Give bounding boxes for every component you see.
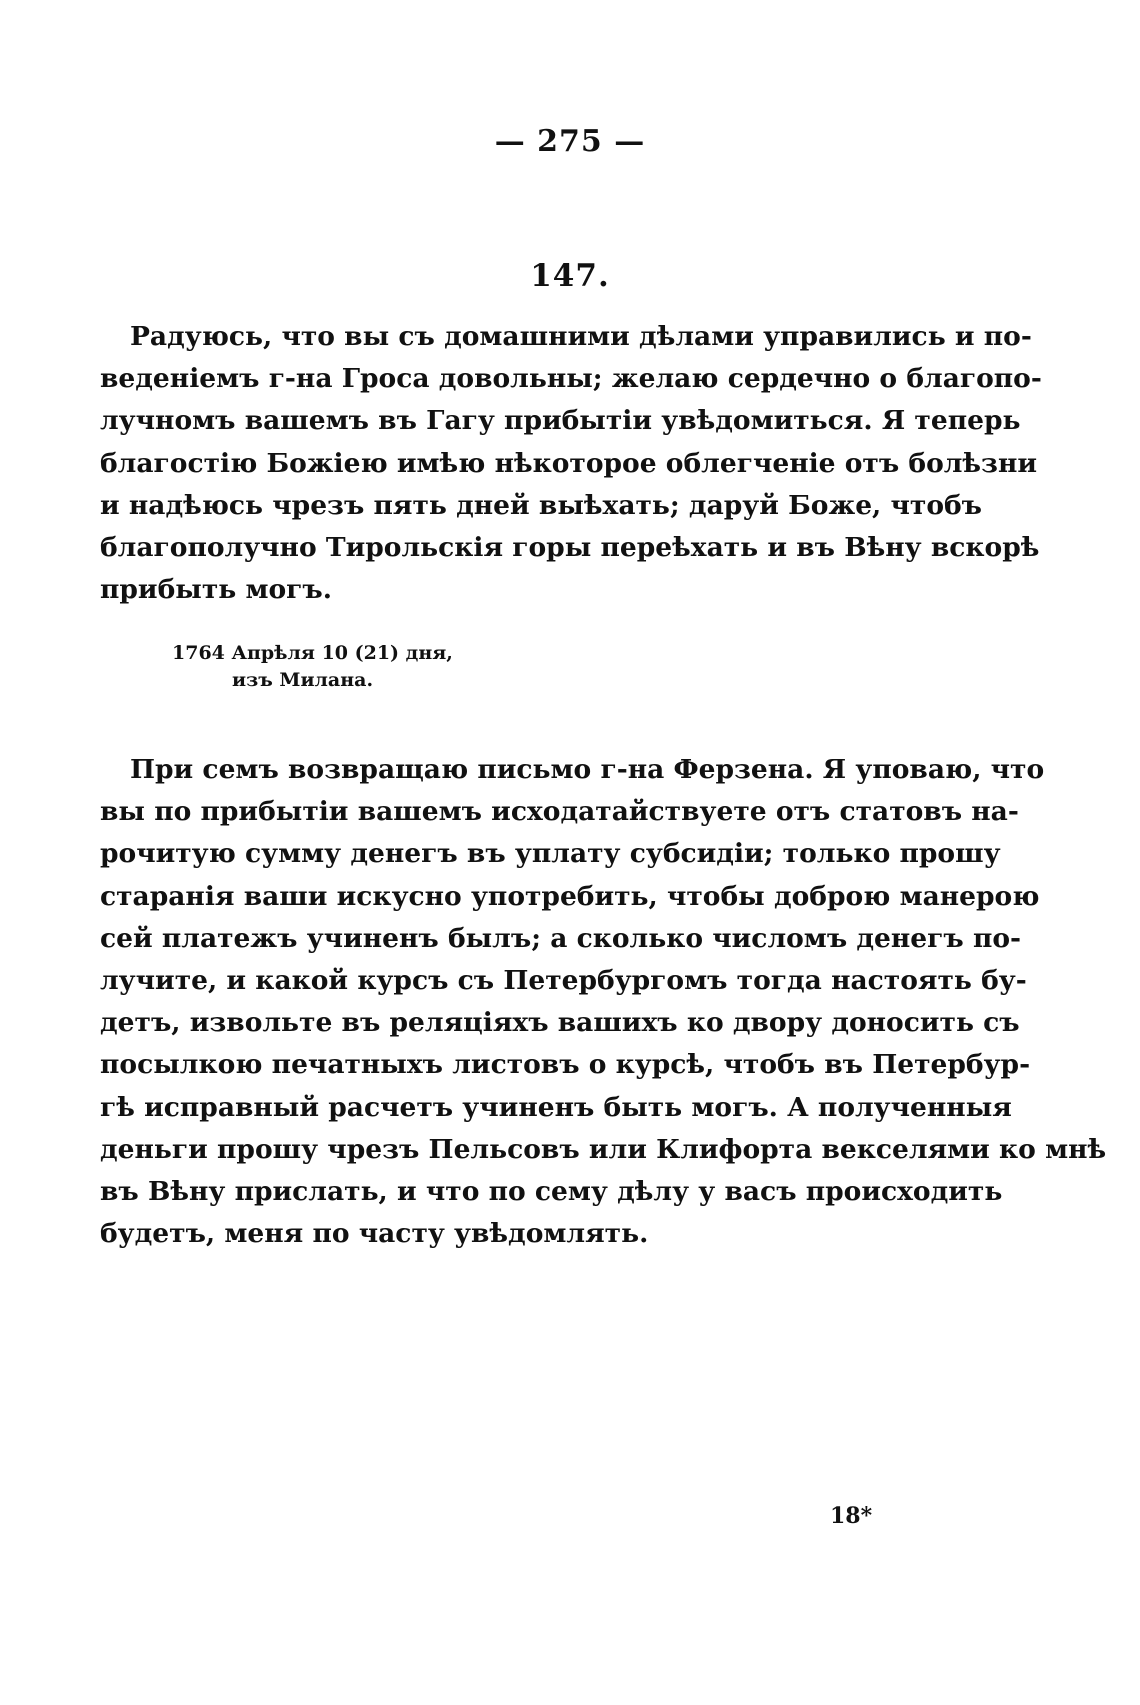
text-line: вы по прибытіи вашемъ исходатайствуете отъ статовъ на- bbox=[100, 796, 1019, 828]
printer-signature-mark: 18* bbox=[830, 1503, 873, 1529]
text-line: посылкою печатныхъ листовъ о курсѣ, чтобъ въ Петербур- bbox=[100, 1049, 1031, 1081]
text-line: прибыть могъ. bbox=[100, 574, 332, 606]
text-line: гѣ исправный расчетъ учиненъ быть могъ. А полученныя bbox=[100, 1091, 1012, 1123]
text-line: лучномъ вашемъ въ Гагу прибытіи увѣдомиться. Я теперь bbox=[100, 405, 1021, 437]
text-line: будетъ, меня по часту увѣдомлять. bbox=[100, 1218, 649, 1250]
letter-147-body bbox=[100, 316, 1042, 611]
letter-148-body bbox=[100, 749, 1107, 1255]
text-line: старанія ваши искусно употребить, чтобы доброю манерою bbox=[100, 880, 1040, 912]
letter-dateline bbox=[172, 640, 453, 694]
text-line: рочитую сумму денегъ въ уплату субсидіи; только прошу bbox=[100, 838, 1001, 870]
text-line: въ Вѣну прислать, и что по сему дѣлу у васъ происходить bbox=[100, 1176, 1003, 1208]
text-line: и надѣюсь чрезъ пять дней выѣхать; даруй Боже, чтобъ bbox=[100, 489, 983, 521]
text-line: лучите, и какой курсъ съ Петербургомъ тогда настоять бу- bbox=[100, 965, 1027, 997]
dateline-place: изъ Милана. bbox=[232, 669, 374, 691]
text-line: веденіемъ г-на Гроса довольны; желаю сердечно о благопо- bbox=[100, 363, 1042, 395]
text-line: благополучно Тирольскія горы переѣхать и въ Вѣну вскорѣ bbox=[100, 532, 1040, 564]
text-line: благостію Божіею имѣю нѣкоторое облегченіе отъ болѣзни bbox=[100, 447, 1038, 479]
text-line: При семъ возвращаю письмо г-на Ферзена. Я уповаю, что bbox=[130, 754, 1045, 785]
text-line: деньги прошу чрезъ Пельсовъ или Клифорта векселями ко мнѣ bbox=[100, 1133, 1107, 1165]
page-number: — 275 — bbox=[494, 124, 646, 159]
text-line: сей платежъ учиненъ былъ; а сколько числомъ денегъ по- bbox=[100, 922, 1022, 954]
text-line: детъ, извольте въ реляціяхъ вашихъ ко двору доносить съ bbox=[100, 1007, 1020, 1039]
dateline-date: 1764 Апрѣля 10 (21) дня, bbox=[172, 642, 453, 664]
letter-number: 147. bbox=[530, 258, 610, 294]
text-line: Радуюсь, что вы съ домашними дѣлами управились и по- bbox=[130, 321, 1032, 352]
